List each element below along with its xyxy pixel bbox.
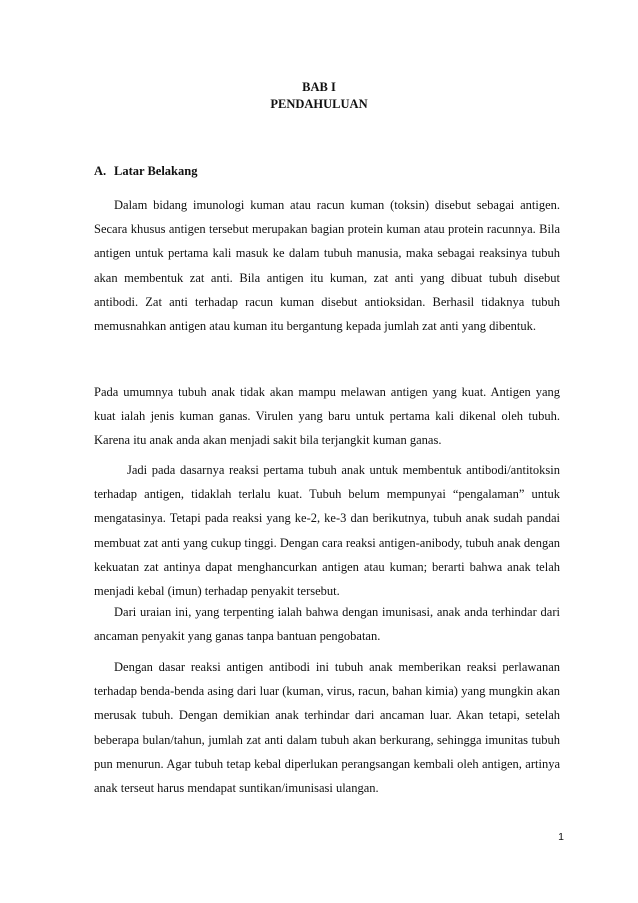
section-letter: A.	[94, 164, 107, 178]
section-title: Latar Belakang	[114, 164, 198, 178]
paragraph-2: Pada umumnya tubuh anak tidak akan mampu melawan antigen yang kuat. Antigen yang kuat ialah jenis kuman ganas. Virulen yang baru untuk pertama kali dikenal oleh tubuh. Karena itu anak anda akan menjadi sakit bila terjangkit kuman ganas.	[94, 385, 560, 448]
section-heading	[94, 164, 197, 179]
chapter-title: PENDAHULUAN	[270, 97, 368, 111]
paragraph-3: Jadi pada dasarnya reaksi pertama tubuh anak untuk membentuk antibodi/antitoksin terhadap antigen, tidaklah terlalu kuat. Tubuh belum mempunyai “pengalaman” untuk mengatasinya. Tetapi pada reaksi yang ke-2, ke-3 dan berikutnya, tubuh anak sudah pandai membuat zat anti yang cukup tinggi. Dengan cara reaksi antigen-anibody, tubuh anak dengan kekuatan zat antinya dapat menghancurkan antigen atau kuman; berarti bahwa anak telah menjadi kebal (imun) terhadap penyakit tersebut.	[94, 463, 560, 599]
paragraph-5: Dengan dasar reaksi antigen antibodi ini tubuh anak memberikan reaksi perlawanan terhadap benda-benda asing dari luar (kuman, virus, racun, bahan kimia) yang mungkin akan merusak tubuh. Dengan demikian anak terhindar dari ancaman luar. Akan tetapi, setelah beberapa bulan/tahun, jumlah zat anti dalam tubuh akan berkurang, sehingga imunitas tubuh pun menurun. Agar tubuh tetap kebal diperlukan perangsangan kembali oleh antigen, artinya anak terseut harus mendapat suntikan/imunisasi ulangan.	[94, 660, 560, 796]
paragraph-1: Dalam bidang imunologi kuman atau racun kuman (toksin) disebut sebagai antigen. Secara khusus antigen tersebut merupakan bagian protein kuman atau protein racunnya. Bila antigen untuk pertama kali masuk ke dalam tubuh manusia, maka sebagai reaksinya tubuh akan membentuk zat anti. Bila antigen itu kuman, zat anti yang dibuat tubuh disebut antibodi. Zat anti terhadap racun kuman disebut antioksidan. Berhasil tidaknya tubuh memusnahkan antigen atau kuman itu bergantung kepada jumlah zat anti yang dibentuk.	[94, 198, 560, 334]
page-number: 1	[558, 831, 564, 843]
paragraph-4: Dari uraian ini, yang terpenting ialah bahwa dengan imunisasi, anak anda terhindar dari ancaman penyakit yang ganas tanpa bantuan pengobatan.	[94, 605, 560, 644]
chapter-number: BAB I	[302, 80, 336, 94]
